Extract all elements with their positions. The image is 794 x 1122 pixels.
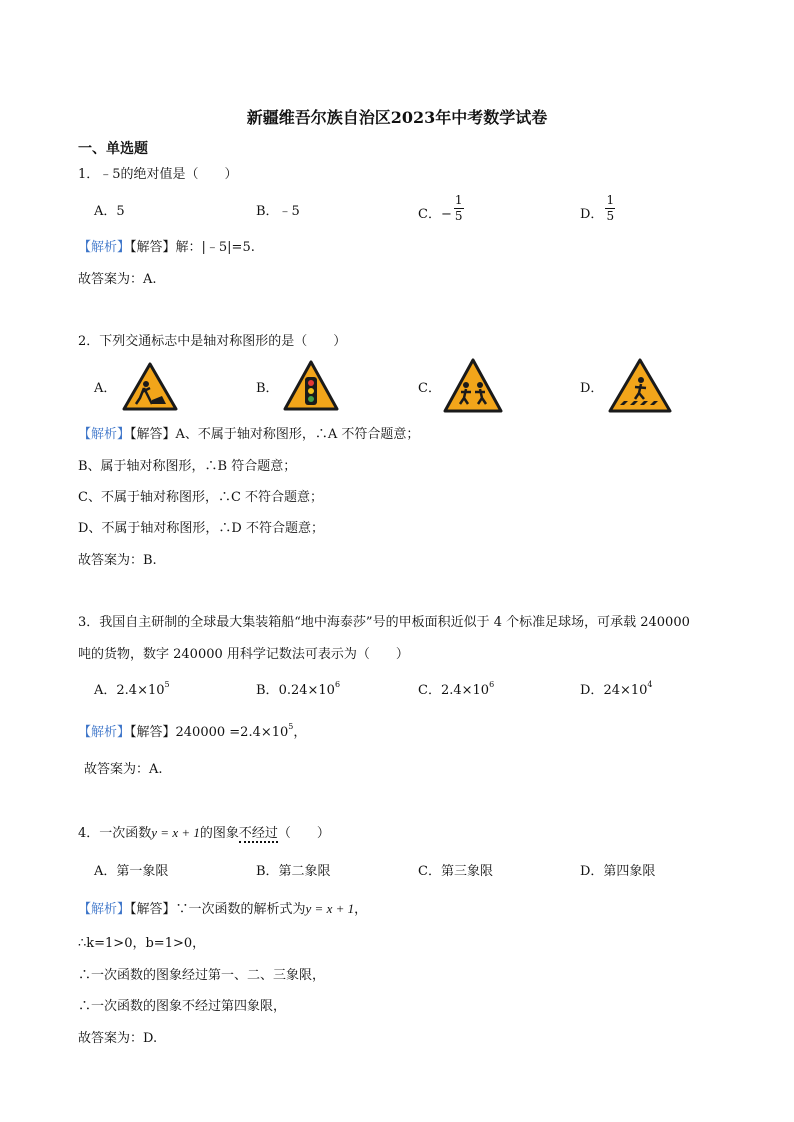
q3-answer: 故答案为：A. [84,762,163,777]
q2-analysis-line-1: 【解析】【解答】A、不属于轴对称图形，∴A 不符合题意； [78,427,420,442]
q4-option-d: D．第四象限 [580,864,656,879]
q4-line-3: ∴一次函数的图象不经过第四象限， [78,999,287,1014]
traffic-light-sign-icon [283,360,339,412]
formula: y = x + 1 [151,825,200,840]
q1-answer: 故答案为：A. [78,272,157,287]
q1-option-c [418,193,464,224]
q2-option-b: B． [256,381,279,396]
emphasis-text: 不经过 [238,826,278,841]
formula: y = x + 1 [305,901,355,916]
q4-option-c: C．第三象限 [418,864,493,879]
q1-option-c-label: C． [418,207,441,222]
q3-option-d: D．$24\times 10^4$ [580,680,653,698]
q1-analysis: 【解析】【解答】解：|﹣5|=5. [78,240,255,255]
q4-option-a: A．第一象限 [94,864,169,879]
q3-stem-line-2: 吨的货物，数字 240000 用科学记数法可表示为（ ） [78,647,409,662]
analysis-tag: 【解析】 [78,725,131,740]
q2-option-c: C． [418,381,441,396]
analysis-tag: 【解析】 [78,240,131,255]
q2-analysis-line-3: C、不属于轴对称图形，∴C 不符合题意； [78,490,324,505]
q3-analysis: 【解析】【解答】$240000 =2.4\times 10^5$， [78,722,307,740]
analysis-tag: 【解析】 [78,427,131,442]
analysis-tag: 【解析】 [78,902,131,917]
q1-option-d-label: D． [580,207,604,222]
minus-sign: − [440,207,452,222]
fraction: $\frac{1}{5}$ [606,193,615,223]
q4-answer: 故答案为：D. [78,1031,158,1046]
children-crossing-sign-icon [443,358,503,414]
q2-option-d: D． [580,381,604,396]
section-heading: 一、单选题 [78,141,148,157]
road-work-sign-icon [122,362,178,412]
q4-stem: 4．一次函数y = x + 1的图象不经过（ ） [78,825,330,841]
q2-option-a: A． [94,381,117,396]
q2-answer: 故答案为：B. [78,553,157,568]
q2-analysis-line-4: D、不属于轴对称图形，∴D 不符合题意； [78,521,324,536]
pedestrian-crossing-sign-icon [608,358,672,414]
q4-analysis: 【解析】【解答】∵一次函数的解析式为y = x + 1， [78,901,368,917]
q2-analysis-line-2: B、属于轴对称图形，∴B 符合题意； [78,459,297,474]
q1-option-b: B．﹣5 [256,204,300,219]
q1-option-a: A．5 [94,204,125,219]
q4-line-1: ∴k=1>0，b=1>0， [78,936,206,951]
q4-line-2: ∴一次函数的图象经过第一、二、三象限， [78,968,326,983]
page-title: 新疆维吾尔族自治区2023年中考数学试卷 [246,108,548,127]
q1-stem: 1．﹣5的绝对值是（ ） [78,167,238,182]
q2-stem: 2．下列交通标志中是轴对称图形的是（ ） [78,334,347,349]
q4-option-b: B．第二象限 [256,864,331,879]
fraction: $\frac{1}{5}$ [454,193,463,223]
q1-option-d [580,193,615,224]
q3-option-c: C．$2.4\times 10^6$ [418,680,495,698]
q3-stem-line-1: 3．我国自主研制的全球最大集装箱船“地中海泰莎”号的甲板面积近似于 4 个标准足球场，可承载 240000 [78,615,690,630]
q3-option-a: A．$2.4\times 10^5$ [94,680,170,698]
q3-option-b: B．$0.24\times 10^6$ [256,680,341,698]
